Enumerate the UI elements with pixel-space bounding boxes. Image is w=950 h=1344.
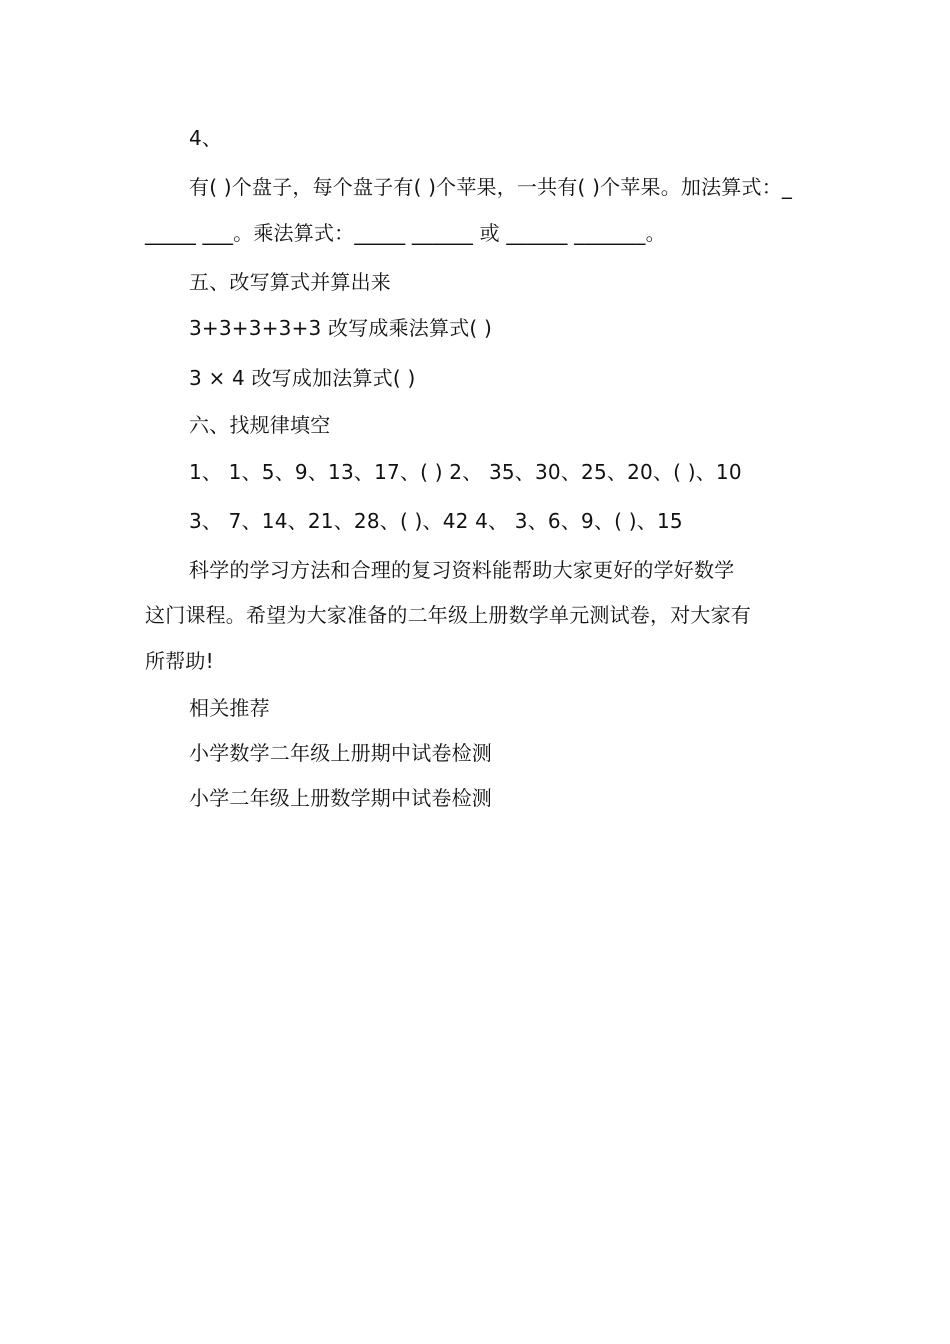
related-heading: 相关推荐 [189, 696, 270, 720]
closing-paragraph-line-1: 科学的学习方法和合理的复习资料能帮助大家更好的学好数学 [189, 558, 735, 582]
section-5-item-2: 3 × 4 改写成加法算式( ) [189, 366, 416, 390]
section-5-heading: 五、改写算式并算出来 [189, 270, 391, 294]
section-6-heading: 六、找规律填空 [189, 413, 331, 437]
question-4-text: 有( )个盘子，每个盘子有( )个苹果，一共有( )个苹果。加法算式：_ [189, 175, 793, 199]
section-6-items-3-4: 3、 7、14、21、28、( )、42 4、 3、6、9、( )、15 [189, 509, 683, 533]
section-5-item-1: 3+3+3+3+3 改写成乘法算式( ) [189, 316, 492, 340]
closing-paragraph-line-3: 所帮助! [145, 649, 214, 673]
related-link-1[interactable]: 小学数学二年级上册期中试卷检测 [189, 741, 492, 765]
closing-paragraph-line-2: 这门课程。希望为大家准备的二年级上册数学单元测试卷，对大家有 [145, 603, 751, 627]
question-4-text-continued: _____ ___。乘法算式：_____ ______ 或 ______ _______。 [145, 221, 666, 245]
section-6-items-1-2: 1、 1、5、9、13、17、( ) 2、 35、30、25、20、( )、10 [189, 460, 742, 484]
question-4-heading: 4、 [189, 126, 223, 150]
related-link-2[interactable]: 小学二年级上册数学期中试卷检测 [189, 786, 492, 810]
